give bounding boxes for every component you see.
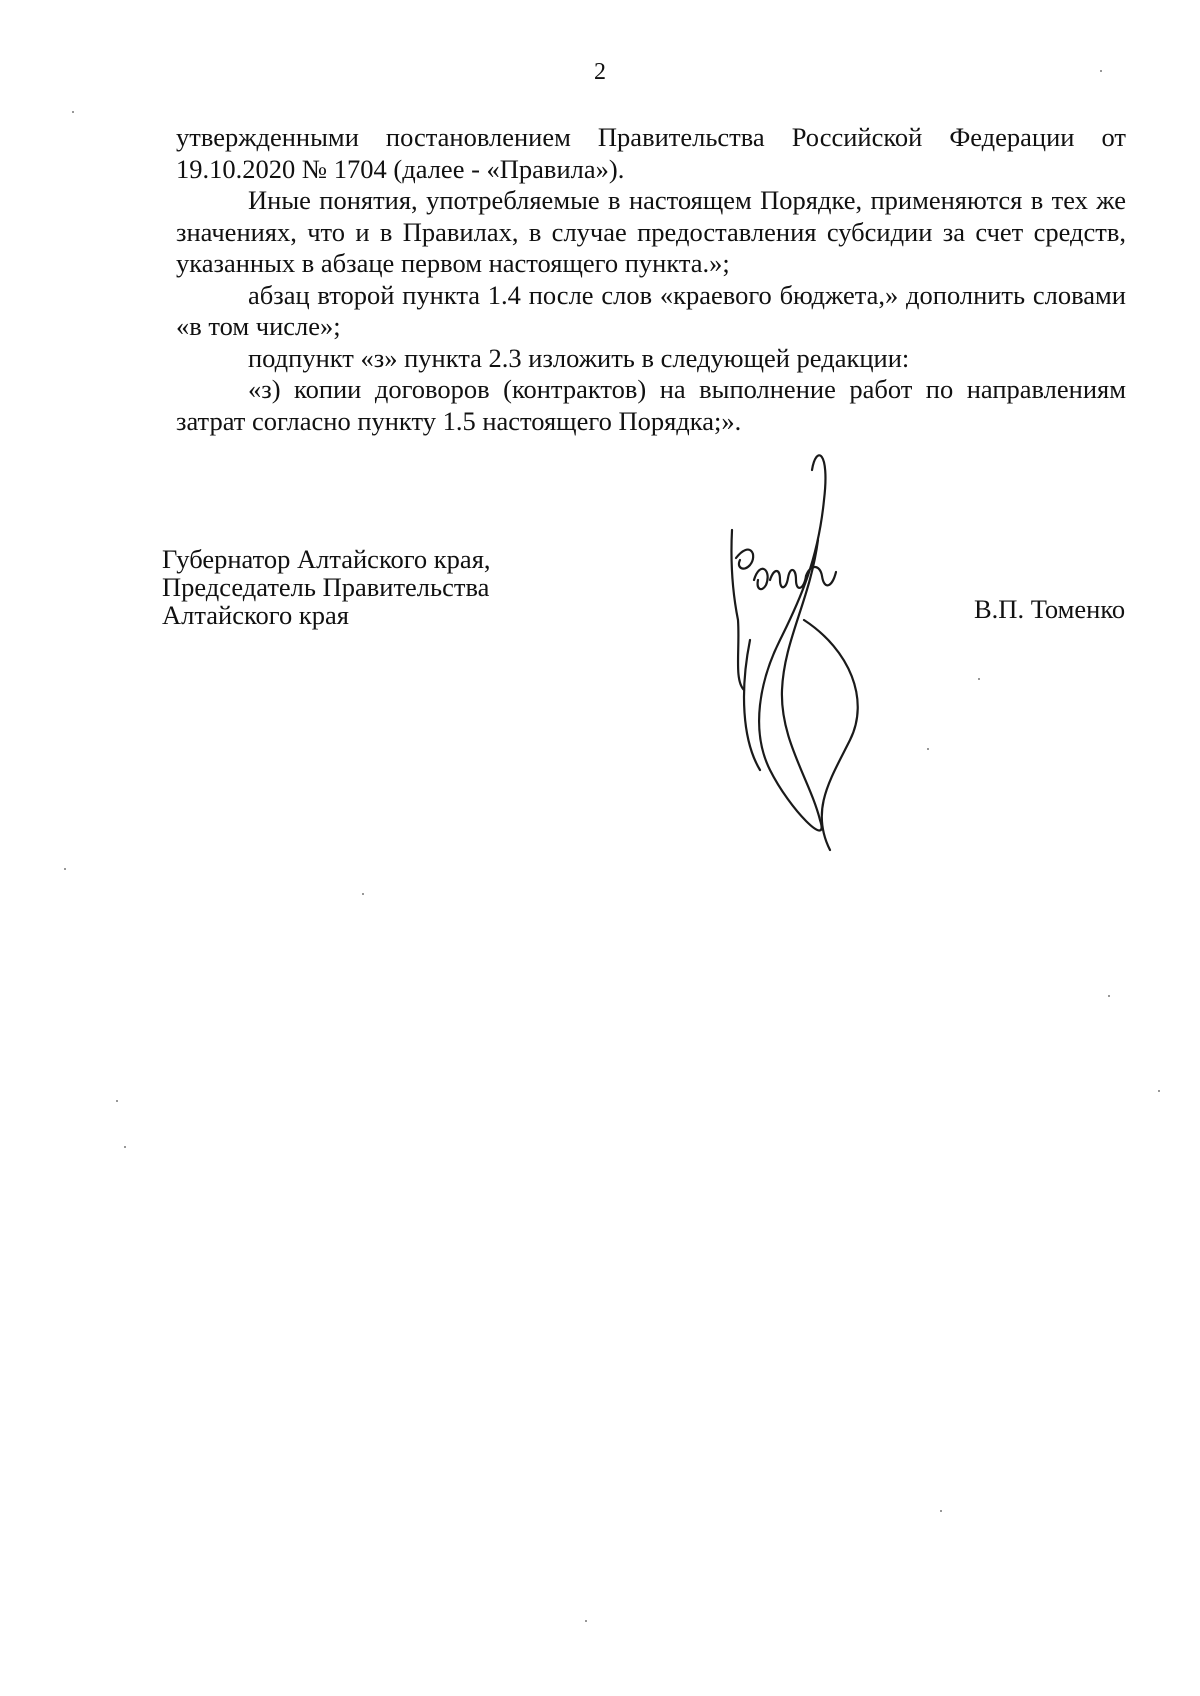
paragraph-definitions: Иные понятия, употребляемые в настоящем Порядке, применяются в тех же значениях, что и в Правилах, в случае предоставления субсидии за счет средств, указанных в абзаце первом настоящего пункта.»; [176,185,1126,278]
scan-speck [116,1100,118,1102]
signatory-title-line: Председатель Правительства [162,572,490,602]
handwritten-signature [720,440,910,860]
signatory-title-line: Алтайского края [162,600,349,630]
scan-speck [1108,995,1110,997]
signer-name: В.П. Томенко [974,594,1126,624]
paragraph-amendment-1-4: абзац второй пункта 1.4 после слов «краевого бюджета,» дополнить словами «в том числе»; [176,279,1126,341]
scan-speck [72,111,74,113]
page-number: 2 [594,59,606,85]
scan-speck [124,1146,126,1148]
paragraph-amendment-2-3: подпункт «з» пункта 2.3 изложить в следующей редакции: [248,342,910,373]
scan-speck [978,678,980,680]
document-body [176,122,1126,437]
scan-speck [362,893,364,895]
scan-speck [64,868,66,870]
scan-speck [585,1620,587,1622]
paragraph-subclause-z: «з) копии договоров (контрактов) на выполнение работ по направлениям затрат согласно пункту 1.5 настоящего Порядка;». [176,374,1126,436]
signatory-title-line: Губернатор Алтайского края, [162,544,491,574]
scan-speck [1158,1090,1160,1092]
signatory-title [162,545,582,629]
scan-speck [1100,70,1102,72]
paragraph-continuation: утвержденными постановлением Правительства Российской Федерации от 19.10.2020 № 1704 (далее - «Правила»). [176,122,1126,184]
scan-speck [927,748,929,750]
scan-speck [940,1510,942,1512]
